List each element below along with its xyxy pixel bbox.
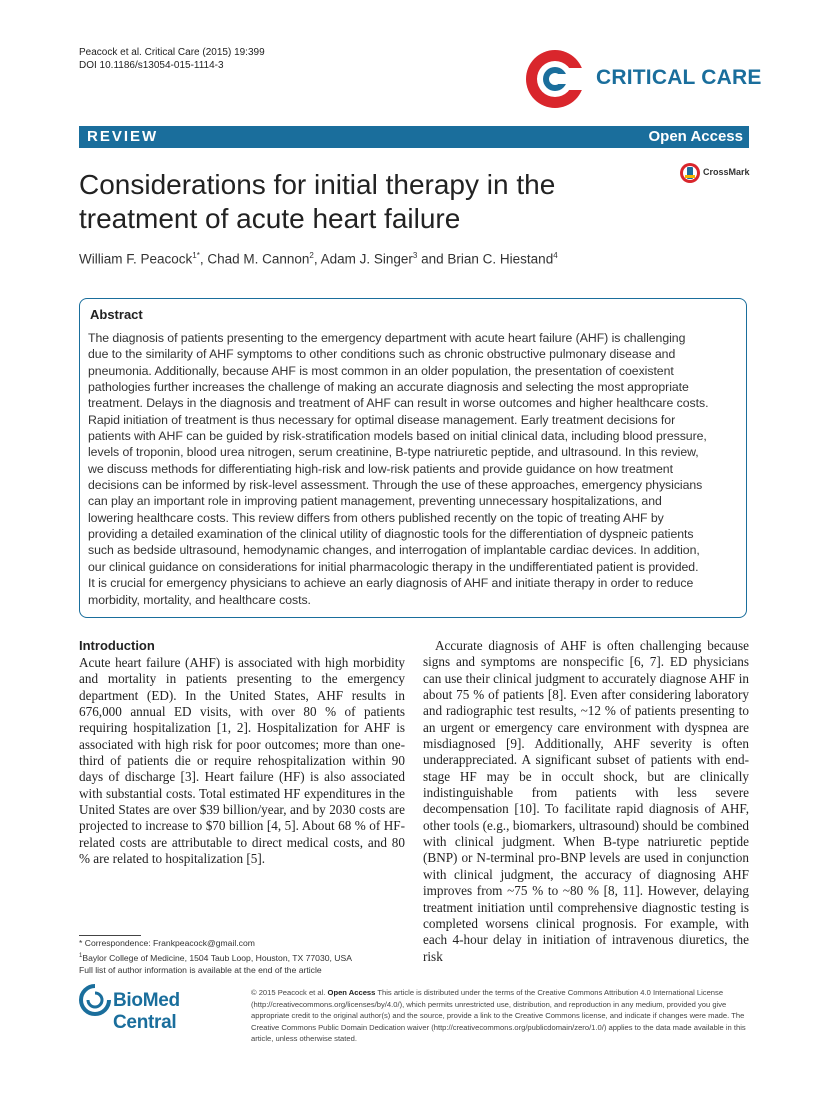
- abstract-line: treatment. Delays in the diagnosis and treatment of AHF can result in worse outcomes and higher healthcare costs.: [88, 396, 709, 411]
- biomed-central-logo-icon: [79, 984, 111, 1016]
- abstract-line: patients with AHF can be guided by risk-stratification models based on initial clinical data, including blood pressure,: [88, 429, 707, 444]
- title-line: Considerations for initial therapy in the: [79, 169, 556, 200]
- body-paragraph-right: Accurate diagnosis of AHF is often challenging because signs and symptoms are nonspecific [6, 7]. ED physicians can use their clinical judgment to accurately diagnose AHF in about 75 % of patients [8]. Even after considering laboratory and radiographic test results, ~12 % of patients presenting to an urgent or emergency care environment with dyspnea are misdiagnosed [9]. Additionally, AHF severity is often underappreciated. A significant subset of patients with end-stage HF may be in occult shock, but are clinically indistinguishable from patients with less severe decompensation [10]. To facilitate rapid diagnosis of AHF, other tools (e.g., biomarkers, ultrasound) should be combined with clinical judgment. When B-type natriuretic peptide (BNP) or N-terminal pro-BNP levels are used in conjunction with clinical judgment, the accuracy of diagnosing AHF improves from ~75 % to ~80 % [8, 11]. However, delaying treatment initiation until comprehensive diagnostic testing is completed worsens clinical prognosis. For example, with each 4-hour delay in initiation of intravenous diuretics, the risk: [423, 638, 749, 964]
- crossmark-icon: [679, 162, 701, 184]
- author-affiliation-sup: 2: [309, 251, 314, 260]
- abstract-box: [79, 298, 747, 618]
- footnotes: [79, 937, 409, 977]
- abstract-line: pneumonia. Additionally, because AHF is most common in an older population, the presentation of coexistent: [88, 363, 674, 378]
- affiliation-text: Baylor College of Medicine, 1504 Taub Loop, Houston, TX 77030, USA: [82, 952, 352, 963]
- abstract-line: Rapid initiation of treatment is thus necessary for optimal disease management. Early treatment decisions for: [88, 412, 676, 427]
- abstract-line: we discuss methods for differentiating high-risk and low-risk patients and provide guidance on how treatment: [88, 461, 673, 476]
- citation-line: Peacock et al. Critical Care (2015) 19:399: [79, 47, 265, 58]
- article-type-label: REVIEW: [87, 128, 159, 145]
- title-line: treatment of acute heart failure: [79, 203, 461, 234]
- author-affiliation-sup: 4: [553, 251, 558, 260]
- crossmark-badge[interactable]: [679, 162, 759, 186]
- abstract-line: our clinical guidance on considerations for initial pharmacologic therapy in the undifferentiated patient is provided.: [88, 559, 699, 574]
- body-paragraph-left: Acute heart failure (AHF) is associated with high morbidity and mortality in patients presenting to the emergency department (ED). In the United States, AHF results in 676,000 annual ED visits, with over 80 % of patients requiring hospitalization [1, 2]. Hospitalization for AHF is associated with high risk for poor outcomes; more than one-third of patients die or require rehospitalization within 90 days of discharge [3]. Heart failure (HF) is also associated with substantial costs. Total estimated HF expenditures in the United States are over $39 billion/year, and by 2030 costs are projected to increase to $70 billion [4, 5]. About 68 % of HF-related costs are attributable to direct medical costs, and 80 % are related to hospitalization [5].: [79, 655, 405, 867]
- abstract-line: decisions can be informed by risk-level assessment. Through the use of these approaches, emergency physicians: [88, 478, 703, 493]
- abstract-line: levels of troponin, blood urea nitrogen, serum creatinine, B-type natriuretic peptide, and ultrasound. In this review,: [88, 445, 699, 460]
- abstract-heading: Abstract: [90, 307, 143, 322]
- license-text: This article is distributed under the terms of the Creative Commons Attribution 4.0 International License (http://creativecommons.org/licenses/by/4.0/), which permits unrestricted use, distribution, and reproduction in any medium, provided you give appropriate credit to the original author(s) and the source, provide a link to the Creative Commons license, and indicate if changes were made. The Creative Commons Public Domain Dedication waiver (http://creativecommons.org/publicdomain/zero/1.0/) applies to the data made available in this article, unless otherwise stated.: [251, 988, 746, 1044]
- section-heading-introduction: Introduction: [79, 638, 155, 653]
- abstract-line: It is crucial for emergency physicians to achieve an early diagnosis of AHF and initiate therapy in order to reduce: [88, 576, 694, 591]
- license-statement: [251, 987, 749, 1045]
- doi-line: DOI 10.1186/s13054-015-1114-3: [79, 60, 224, 71]
- abstract-text: [88, 330, 743, 608]
- author-name[interactable]: , Adam J. Singer: [313, 251, 413, 267]
- copyright-text: © 2015 Peacock et al.: [251, 988, 326, 997]
- journal-name: CRITICAL CARE: [596, 66, 762, 89]
- author-affiliation-sup: 3: [412, 251, 418, 260]
- author-affiliation-sup: 1*: [192, 251, 200, 260]
- open-access-note: Open Access: [327, 988, 376, 997]
- author-name[interactable]: William F. Peacock: [79, 251, 193, 267]
- abstract-line: such as bedside ultrasound, hemodynamic changes, and interrogation of implantable cardiac devices. In addition,: [88, 543, 700, 558]
- affiliation-sup: 1: [79, 952, 83, 959]
- crossmark-label: CrossMark: [703, 167, 750, 177]
- author-list: [79, 251, 558, 267]
- open-access-label[interactable]: Open Access: [648, 128, 743, 145]
- publisher-name: BioMed Central: [113, 990, 180, 1033]
- biomed-central-logo[interactable]: [79, 984, 239, 1033]
- abstract-line: due to the similarity of AHF symptoms to other conditions such as chronic obstructive pulmonary disease and: [88, 347, 676, 362]
- abstract-line: pathologies further increases the challenge of making an accurate diagnosis and selecting the most appropriate: [88, 380, 689, 395]
- article-title: [79, 168, 659, 236]
- affiliation-note: [79, 950, 409, 965]
- footnote-divider: [79, 935, 141, 936]
- author-info-note: Full list of author information is available at the end of the article: [79, 965, 322, 976]
- abstract-line: The diagnosis of patients presenting to the emergency department with acute heart failure (AHF) is challenging: [88, 331, 686, 345]
- critical-care-logo-icon: [522, 46, 588, 112]
- correspondence-note[interactable]: * Correspondence: Frankpeacock@gmail.com: [79, 938, 255, 948]
- abstract-line: morbidity, mortality, and healthcare costs.: [88, 592, 311, 607]
- abstract-line: providing a detailed examination of the clinical utility of diagnostic tools for the differentiation of dyspneic patients: [88, 527, 694, 542]
- author-name[interactable]: , Chad M. Cannon: [199, 251, 310, 267]
- abstract-line: lowering healthcare costs. This review differs from others published recently on the topic of treating AHF by: [88, 510, 664, 525]
- abstract-line: can play an important role in improving patient management, preventing unnecessary hospitalizations, and: [88, 494, 662, 509]
- article-type-banner: [79, 126, 749, 148]
- author-name[interactable]: and Brian C. Hiestand: [417, 251, 554, 267]
